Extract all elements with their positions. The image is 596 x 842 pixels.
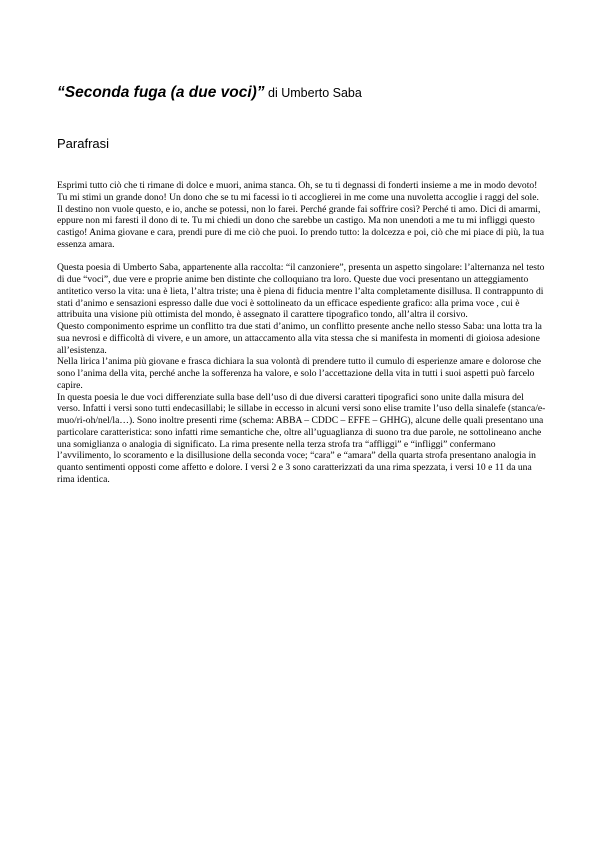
- section-heading: Parafrasi: [57, 136, 110, 151]
- analysis-paragraph-3: Nella lirica l’anima più giovane e frasca dichiara la sua volontà di prendere tutto il cumulo di esperienze amare e dolorose che sono l’anima della vita, perché anche la sofferenza ha valore, e solo l’accettazione della vita in tutti i suoi aspetti può farcelo capire.: [57, 356, 542, 391]
- poem-title: “Seconda fuga (a due voci)”: [57, 84, 265, 101]
- analysis-paragraph-4: In questa poesia le due voci differenziate sulla base dell’uso di due diversi caratteri tipografici sono unite dalla misura del verso. Infatti i versi sono tutti endecasillabi; le sillabe in eccesso in alcuni versi sono elise tramite l’uso della sinalefe (stanca/e-muo/ri-oh/nel/la…). Sono inoltre presenti rime (schema: ABBA – CDDC – EFFE – GHHG), alcune delle quali presentano una particolare caratteristica: sono infatti rime semantiche che, oltre all’uguaglianza di suono tra due parole, ne sottolineano anche una somiglianza o analogia di significato. La rima presente nella terza strofa tra “affliggi” e “infliggi” confermano l’avvilimento, lo scoramento e la disillusione della seconda voce; “cara” e “amara” della quarta strofa presentano analogia in quanto sentimenti opposti come affetto e dolore. I versi 2 e 3 sono caratterizzati da una rima spezzata, i versi 10 e 11 da una rima identica.: [57, 391, 546, 485]
- analysis-paragraph-2: Questo componimento esprime un conflitto tra due stati d’animo, un conflitto presente anche nello stesso Saba: una lotta tra la sua nevrosi e difficoltà di vivere, e un amore, un attaccamento alla vita stessa che si manifesta in momenti di gioiosa adesione all’esistenza.: [57, 321, 542, 356]
- analysis-paragraph-1: Questa poesia di Umberto Saba, appartenente alla raccolta: “il canzoniere”, presenta un aspetto singolare: l’alternanza nel testo di due “voci”, due vere e proprie anime ben distinte che colloquiano tra loro. Queste due voci presentano un atteggiamento antitetico verso la vita: una è lieta, l’altra triste; una è piena di fiducia mentre l’alta completamente disillusa. Il contrappunto di stati d’animo e sensazioni espresso dalle due voci è sottolineato da un efficace espediente grafico: alla prima voce , cui è attribuita una visione più ottimista del mondo, è assegnato il carattere tipografico tondo, all’altra il corsivo.: [57, 262, 545, 321]
- paraphrase-paragraph: Esprimi tutto ciò che ti rimane di dolce e muori, anima stanca. Oh, se tu ti degnassi di fonderti insieme a me in modo devoto! Tu mi stimi un grande dono! Un dono che se tu mi facessi io ti accoglierei in me come una nuvoletta accoglie i raggi del sole. Il destino non vuole questo, e io, anche se potessi, non lo farei. Perché grande fai soffrire così? Perché ti amo. Dici di amarmi, eppure non mi faresti il dono di te. Tu mi chiedi un dono che sarebbe un castigo. Ma non unendoti a me tu mi infliggi questo castigo! Anima giovane e cara, prendi pure di me ciò che puoi. Io prendo tutto: la dolcezza e poi, ciò che mi piace di più, la tua essenza amara.: [57, 180, 544, 250]
- document-title: [57, 84, 362, 102]
- paragraph-gap: [57, 251, 547, 263]
- author-line: di Umberto Saba: [264, 86, 362, 100]
- body-text: [57, 180, 547, 486]
